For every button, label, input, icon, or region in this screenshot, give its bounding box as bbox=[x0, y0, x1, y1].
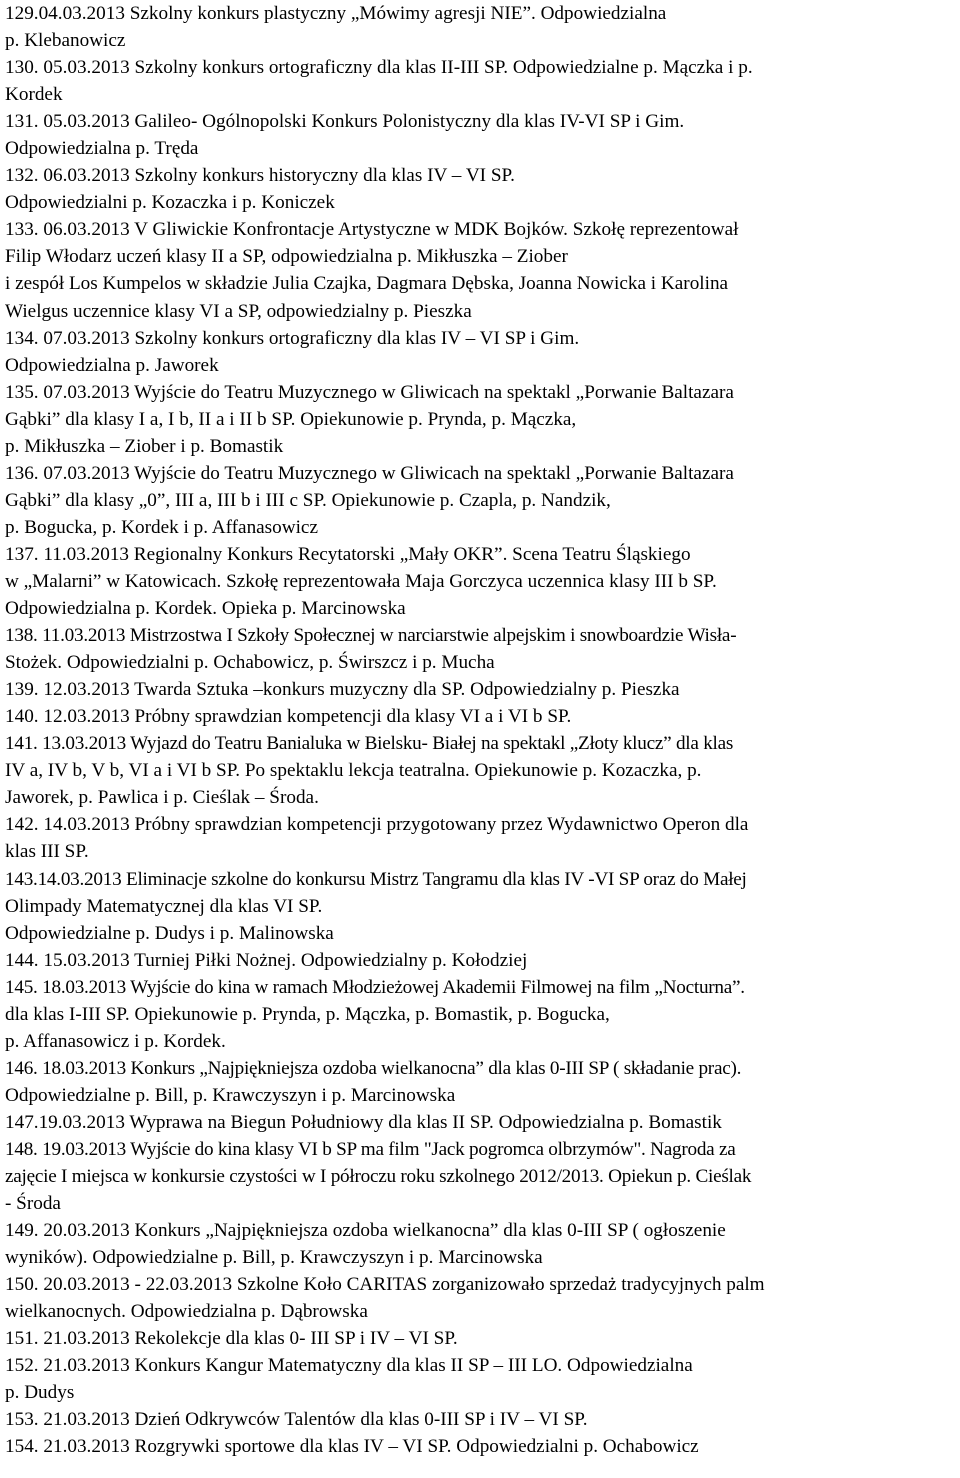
text-line: Odpowiedzialna p. Tręda bbox=[5, 138, 199, 160]
text-line: 152. 21.03.2013 Konkurs Kangur Matematyczny dla klas II SP – III LO. Odpowiedzialna bbox=[5, 1355, 693, 1377]
text-line: 144. 15.03.2013 Turniej Piłki Nożnej. Odpowiedzialny p. Kołodziej bbox=[5, 949, 528, 971]
text-line: p. Affanasowicz i p. Kordek. bbox=[5, 1030, 226, 1052]
text-line: 132. 06.03.2013 Szkolny konkurs historyczny dla klas IV – VI SP. bbox=[5, 165, 515, 187]
text-line: w „Malarni” w Katowicach. Szkołę reprezentowała Maja Gorczyca uczennica klasy III b SP. bbox=[5, 570, 717, 592]
text-line: 136. 07.03.2013 Wyjście do Teatru Muzycznego w Gliwicach na spektakl „Porwanie Baltazara bbox=[5, 462, 734, 484]
text-line: p. Klebanowicz bbox=[5, 30, 126, 52]
text-line: Odpowiedzialna p. Kordek. Opieka p. Marcinowska bbox=[5, 598, 406, 620]
text-line: - Środa bbox=[5, 1193, 61, 1215]
text-line: Filip Włodarz uczeń klasy II a SP, odpowiedzialna p. Mikłuszka – Ziober bbox=[5, 246, 568, 268]
text-line: 143.14.03.2013 Eliminacje szkolne do konkursu Mistrz Tangramu dla klas IV -VI SP oraz do Małej bbox=[5, 868, 747, 890]
text-line: 139. 12.03.2013 Twarda Sztuka –konkurs muzyczny dla SP. Odpowiedzialny p. Pieszka bbox=[5, 679, 680, 701]
text-line: Odpowiedzialna p. Jaworek bbox=[5, 354, 219, 376]
text-line: IV a, IV b, V b, VI a i VI b SP. Po spektaklu lekcja teatralna. Opiekunowie p. Kozaczka, p. bbox=[5, 760, 702, 782]
text-line: 138. 11.03.2013 Mistrzostwa I Szkoły Społecznej w narciarstwie alpejskim i snowboardzie Wisła- bbox=[5, 625, 737, 647]
text-line: 137. 11.03.2013 Regionalny Konkurs Recytatorski „Mały OKR”. Scena Teatru Śląskiego bbox=[5, 543, 691, 565]
document-page bbox=[5, 0, 959, 1461]
text-line: 129.04.03.2013 Szkolny konkurs plastyczny „Mówimy agresji NIE”. Odpowiedzialna bbox=[5, 3, 667, 24]
text-line: 151. 21.03.2013 Rekolekcje dla klas 0- III SP i IV – VI SP. bbox=[5, 1328, 458, 1350]
text-line: wyników). Odpowiedzialne p. Bill, p. Krawczyszyn i p. Marcinowska bbox=[5, 1247, 543, 1269]
text-line: Kordek bbox=[5, 84, 63, 106]
text-line: Jaworek, p. Pawlica i p. Cieślak – Środa. bbox=[5, 787, 319, 809]
text-line: 154. 21.03.2013 Rozgrywki sportowe dla klas IV – VI SP. Odpowiedzialni p. Ochabowicz bbox=[5, 1436, 699, 1458]
text-line: Gąbki” dla klasy I a, I b, II a i II b SP. Opiekunowie p. Prynda, p. Mączka, bbox=[5, 408, 577, 430]
text-line: 153. 21.03.2013 Dzień Odkrywców Talentów dla klas 0-III SP i IV – VI SP. bbox=[5, 1409, 588, 1431]
text-line: Odpowiedzialne p. Dudys i p. Malinowska bbox=[5, 922, 334, 944]
text-line: 148. 19.03.2013 Wyjście do kina klasy VI b SP ma film "Jack pogromca olbrzymów". Nagroda za bbox=[5, 1138, 736, 1160]
text-line: zajęcie I miejsca w konkursie czystości w I półroczu roku szkolnego 2012/2013. Opiekun p. Cieślak bbox=[5, 1166, 752, 1188]
text-line: 142. 14.03.2013 Próbny sprawdzian kompetencji przygotowany przez Wydawnictwo Operon dla bbox=[5, 814, 749, 836]
text-line: 130. 05.03.2013 Szkolny konkurs ortograficzny dla klas II-III SP. Odpowiedzialne p. Mączka i p. bbox=[5, 57, 753, 79]
text-line: 141. 13.03.2013 Wyjazd do Teatru Banialuka w Bielsku- Białej na spektakl „Złoty klucz” dla klas bbox=[5, 733, 734, 755]
text-line: p. Dudys bbox=[5, 1382, 75, 1404]
text-line: 150. 20.03.2013 - 22.03.2013 Szkolne Koło CARITAS zorganizowało sprzedaż tradycyjnych palm bbox=[5, 1274, 765, 1296]
text-line: wielkanocnych. Odpowiedzialna p. Dąbrowska bbox=[5, 1301, 368, 1323]
text-line: 146. 18.03.2013 Konkurs „Najpiękniejsza ozdoba wielkanocna” dla klas 0-III SP ( składanie prac). bbox=[5, 1057, 742, 1079]
text-line: Wielgus uczennice klasy VI a SP, odpowiedzialny p. Pieszka bbox=[5, 300, 472, 322]
text-line: dla klas I-III SP. Opiekunowie p. Prynda, p. Mączka, p. Bomastik, p. Bogucka, bbox=[5, 1003, 610, 1025]
text-line: Olimpady Matematycznej dla klas VI SP. bbox=[5, 895, 323, 917]
text-line: i zespół Los Kumpelos w składzie Julia Czajka, Dagmara Dębska, Joanna Nowicka i Karolina bbox=[5, 273, 729, 295]
text-line: Gąbki” dla klasy „0”, III a, III b i III c SP. Opiekunowie p. Czapla, p. Nandzik, bbox=[5, 489, 611, 511]
text-line: 133. 06.03.2013 V Gliwickie Konfrontacje Artystyczne w MDK Bojków. Szkołę reprezentował bbox=[5, 219, 739, 241]
text-line: p. Mikłuszka – Ziober i p. Bomastik bbox=[5, 435, 284, 457]
text-line: 134. 07.03.2013 Szkolny konkurs ortograficzny dla klas IV – VI SP i Gim. bbox=[5, 327, 580, 349]
text-line: Stożek. Odpowiedzialni p. Ochabowicz, p. Świrszcz i p. Mucha bbox=[5, 652, 495, 674]
text-line: 147.19.03.2013 Wyprawa na Biegun Południowy dla klas II SP. Odpowiedzialna p. Bomastik bbox=[5, 1111, 722, 1133]
text-line: klas III SP. bbox=[5, 841, 89, 863]
text-line: 149. 20.03.2013 Konkurs „Najpiękniejsza ozdoba wielkanocna” dla klas 0-III SP ( ogłoszenie bbox=[5, 1220, 726, 1242]
text-line: 140. 12.03.2013 Próbny sprawdzian kompetencji dla klasy VI a i VI b SP. bbox=[5, 706, 572, 728]
text-line: 145. 18.03.2013 Wyjście do kina w ramach Młodzieżowej Akademii Filmowej na film „Nocturna”. bbox=[5, 976, 745, 998]
text-line: Odpowiedzialne p. Bill, p. Krawczyszyn i p. Marcinowska bbox=[5, 1084, 456, 1106]
text-line: 131. 05.03.2013 Galileo- Ogólnopolski Konkurs Polonistyczny dla klas IV-VI SP i Gim. bbox=[5, 111, 685, 133]
text-line: p. Bogucka, p. Kordek i p. Affanasowicz bbox=[5, 516, 318, 538]
text-line: Odpowiedzialni p. Kozaczka i p. Koniczek bbox=[5, 192, 335, 214]
text-line: 135. 07.03.2013 Wyjście do Teatru Muzycznego w Gliwicach na spektakl „Porwanie Baltazara bbox=[5, 381, 734, 403]
